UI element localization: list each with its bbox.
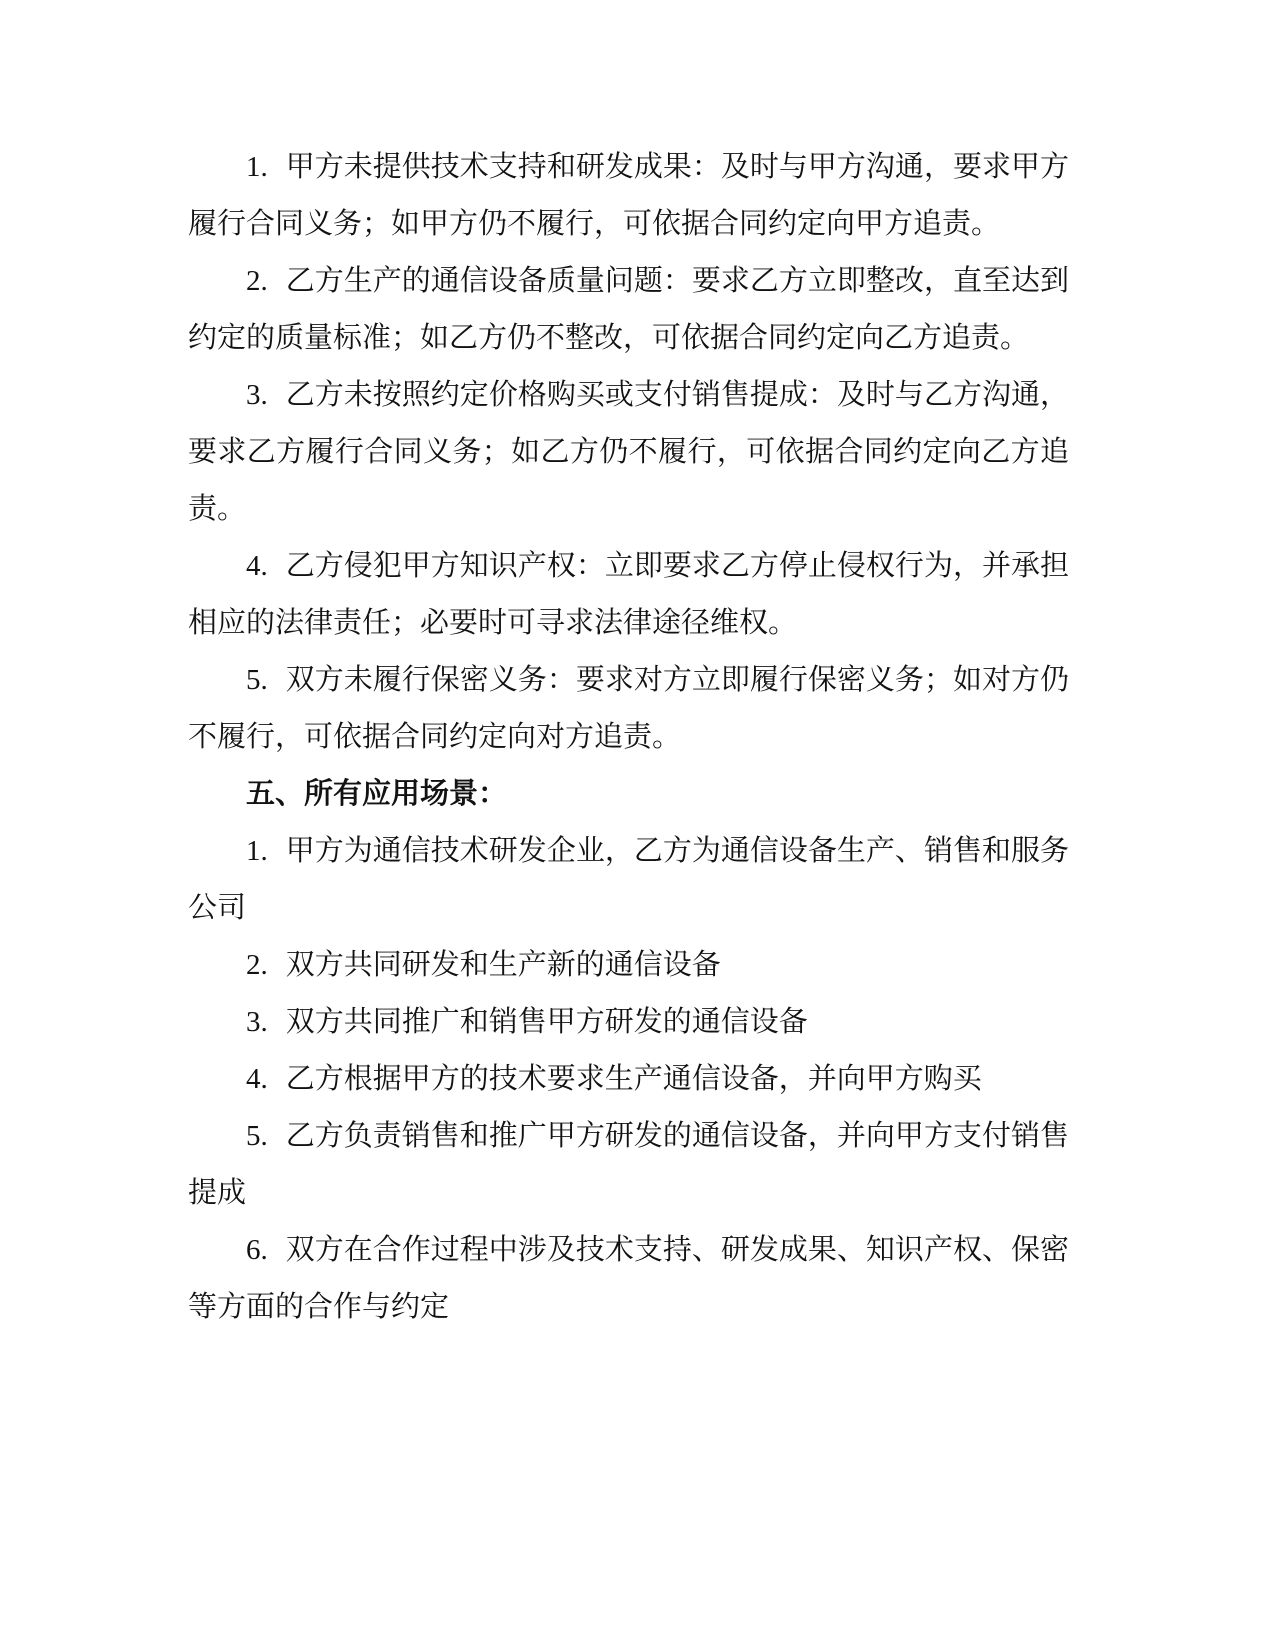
item-number: 1. [246, 151, 268, 183]
scenario-item [188, 823, 1069, 937]
item-text: 双方在合作过程中涉及技术支持、研发成果、知识产权、保密等方面的合作与约定 [188, 1234, 1069, 1323]
document-body [188, 139, 1069, 1336]
scenario-item [188, 1051, 1069, 1108]
item-number: 4. [246, 550, 268, 582]
remedy-item [188, 253, 1069, 367]
item-text: 甲方未提供技术支持和研发成果：及时与甲方沟通，要求甲方履行合同义务；如甲方仍不履行，可依据合同约定向甲方追责。 [188, 151, 1069, 240]
item-text: 甲方为通信技术研发企业，乙方为通信设备生产、销售和服务公司 [188, 835, 1069, 924]
item-number: 4. [246, 1063, 268, 1095]
item-text: 乙方侵犯甲方知识产权：立即要求乙方停止侵权行为，并承担相应的法律责任；必要时可寻求法律途径维权。 [188, 550, 1069, 639]
scenario-item [188, 1108, 1069, 1222]
item-text: 双方共同研发和生产新的通信设备 [285, 949, 721, 981]
item-text: 乙方生产的通信设备质量问题：要求乙方立即整改，直至达到约定的质量标准；如乙方仍不整改，可依据合同约定向乙方追责。 [188, 265, 1069, 354]
item-number: 2. [246, 265, 268, 297]
section-heading: 五、所有应用场景： [246, 778, 508, 810]
item-number: 5. [246, 1120, 268, 1152]
item-number: 6. [246, 1234, 268, 1266]
item-number: 2. [246, 949, 268, 981]
remedy-item [188, 367, 1069, 538]
item-text: 乙方未按照约定价格购买或支付销售提成：及时与乙方沟通，要求乙方履行合同义务；如乙方仍不履行，可依据合同约定向乙方追责。 [188, 379, 1069, 525]
remedy-item [188, 538, 1069, 652]
item-number: 1. [246, 835, 268, 867]
item-text: 乙方负责销售和推广甲方研发的通信设备，并向甲方支付销售提成 [188, 1120, 1069, 1209]
item-number: 3. [246, 379, 268, 411]
item-number: 3. [246, 1006, 268, 1038]
item-text: 乙方根据甲方的技术要求生产通信设备，并向甲方购买 [285, 1063, 982, 1095]
scenario-item [188, 1222, 1069, 1336]
scenario-item [188, 937, 1069, 994]
remedy-item [188, 139, 1069, 253]
remedy-item [188, 652, 1069, 766]
item-text: 双方共同推广和销售甲方研发的通信设备 [285, 1006, 808, 1038]
item-number: 5. [246, 664, 268, 696]
scenario-item [188, 994, 1069, 1051]
item-text: 双方未履行保密义务：要求对方立即履行保密义务；如对方仍不履行，可依据合同约定向对方追责。 [188, 664, 1069, 753]
